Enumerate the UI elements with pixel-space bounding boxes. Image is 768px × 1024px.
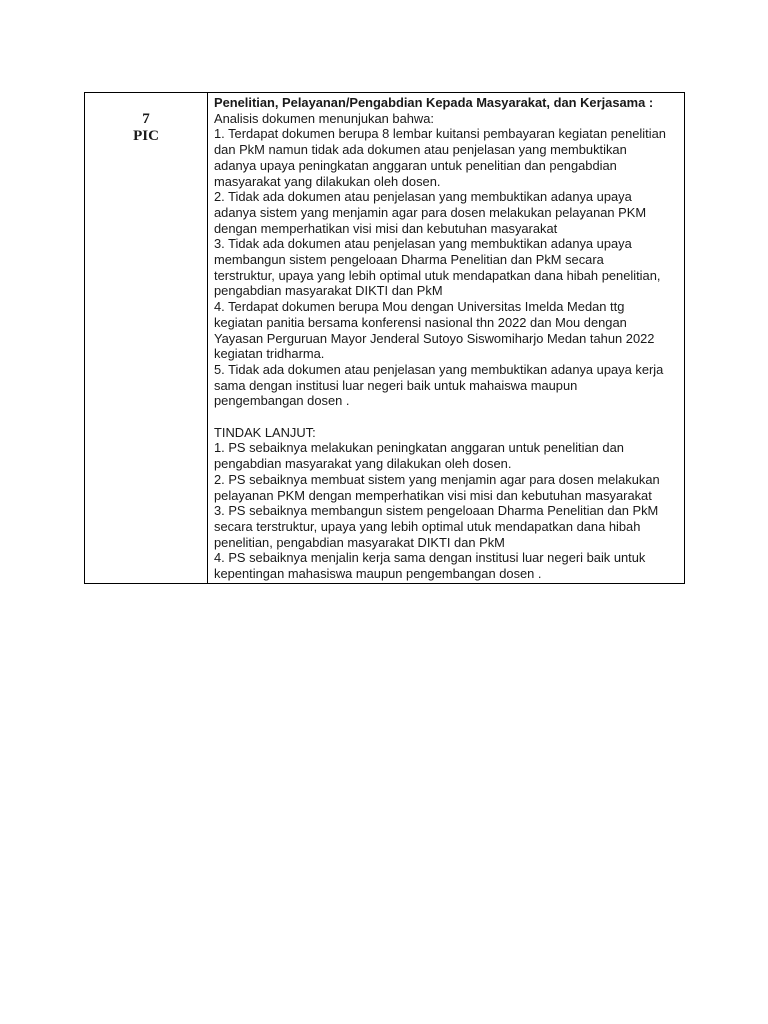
text-line: 2. Tidak ada dokumen atau penjelasan yang membuktikan adanya upaya — [214, 189, 632, 205]
findings-table — [84, 92, 685, 584]
text-line: Yayasan Perguruan Mayor Jenderal Sutoyo Siswomiharjo Medan tahun 2022 — [214, 330, 655, 346]
followup-title: TINDAK LANJUT: — [214, 424, 316, 440]
text-line: kegiatan tridharma. — [214, 346, 325, 362]
text-line: 4. PS sebaiknya menjalin kerja sama dengan institusi luar negeri baik untuk — [214, 550, 646, 566]
item-number: 7 — [142, 111, 150, 127]
text-line: pengembangan dosen . — [214, 393, 350, 409]
analysis-block — [214, 111, 678, 409]
text-line: secara terstruktur, upaya yang lebih optimal utuk mendapatkan dana hibah — [214, 518, 641, 534]
text-line: sama dengan institusi luar negeri baik untuk mahaiswa maupun — [214, 377, 578, 393]
text-line: Analisis dokumen menunjukan bahwa: — [214, 110, 434, 126]
section-heading: Penelitian, Pelayanan/Pengabdian Kepada Masyarakat, dan Kerjasama : — [214, 95, 654, 110]
table-row — [85, 93, 685, 584]
findings-content-cell — [208, 93, 685, 584]
text-line: kepentingan mahasiswa maupun pengembangan dosen . — [214, 566, 542, 582]
text-line: membangun sistem pengeloaan Dharma Penelitian dan PkM secara — [214, 252, 604, 268]
text-line: terstruktur, upaya yang lebih optimal utuk mendapatkan dana hibah penelitian, — [214, 267, 661, 283]
text-line: penelitian, pengabdian masyarakat DIKTI dan PkM — [214, 534, 505, 550]
text-line: 5. Tidak ada dokumen atau penjelasan yang membuktikan adanya upaya kerja — [214, 361, 664, 377]
text-line: 1. PS sebaiknya melakukan peningkatan anggaran untuk penelitian dan — [214, 440, 624, 456]
text-line: adanya sistem yang menjamin agar para dosen melakukan pelayanan PKM — [214, 204, 647, 220]
text-line: pengabdian masyarakat yang dilakukan oleh dosen. — [214, 456, 512, 472]
text-line: 1. Terdapat dokumen berupa 8 lembar kuitansi pembayaran kegiatan penelitian — [214, 126, 666, 142]
text-line: 2. PS sebaiknya membuat sistem yang menjamin agar para dosen melakukan — [214, 471, 660, 487]
item-number-cell — [85, 93, 208, 584]
text-line: 3. PS sebaiknya membangun sistem pengeloaan Dharma Penelitian dan PkM — [214, 503, 659, 519]
spacer — [214, 409, 678, 425]
text-line: dengan memperhatikan visi misi dan kebutuhan masyarakat — [214, 220, 558, 236]
text-line: pengabdian masyarakat DIKTI dan PkM — [214, 283, 443, 299]
text-line: kegiatan panitia bersama konferensi nasional thn 2022 dan Mou dengan — [214, 314, 627, 330]
followup-block — [214, 425, 678, 582]
text-line: 3. Tidak ada dokumen atau penjelasan yang membuktikan adanya upaya — [214, 236, 632, 252]
text-line: adanya upaya peningkatan anggaran untuk penelitian dan pengabdian — [214, 157, 617, 173]
text-line: 4. Terdapat dokumen berupa Mou dengan Universitas Imelda Medan ttg — [214, 299, 625, 315]
text-line: dan PkM namun tidak ada dokumen atau penjelasan yang membuktikan — [214, 142, 627, 158]
text-line: masyarakat yang dilakukan oleh dosen. — [214, 173, 441, 189]
pic-label: PIC — [133, 128, 159, 144]
text-line: pelayanan PKM dengan memperhatikan visi misi dan kebutuhan masyarakat — [214, 487, 652, 503]
